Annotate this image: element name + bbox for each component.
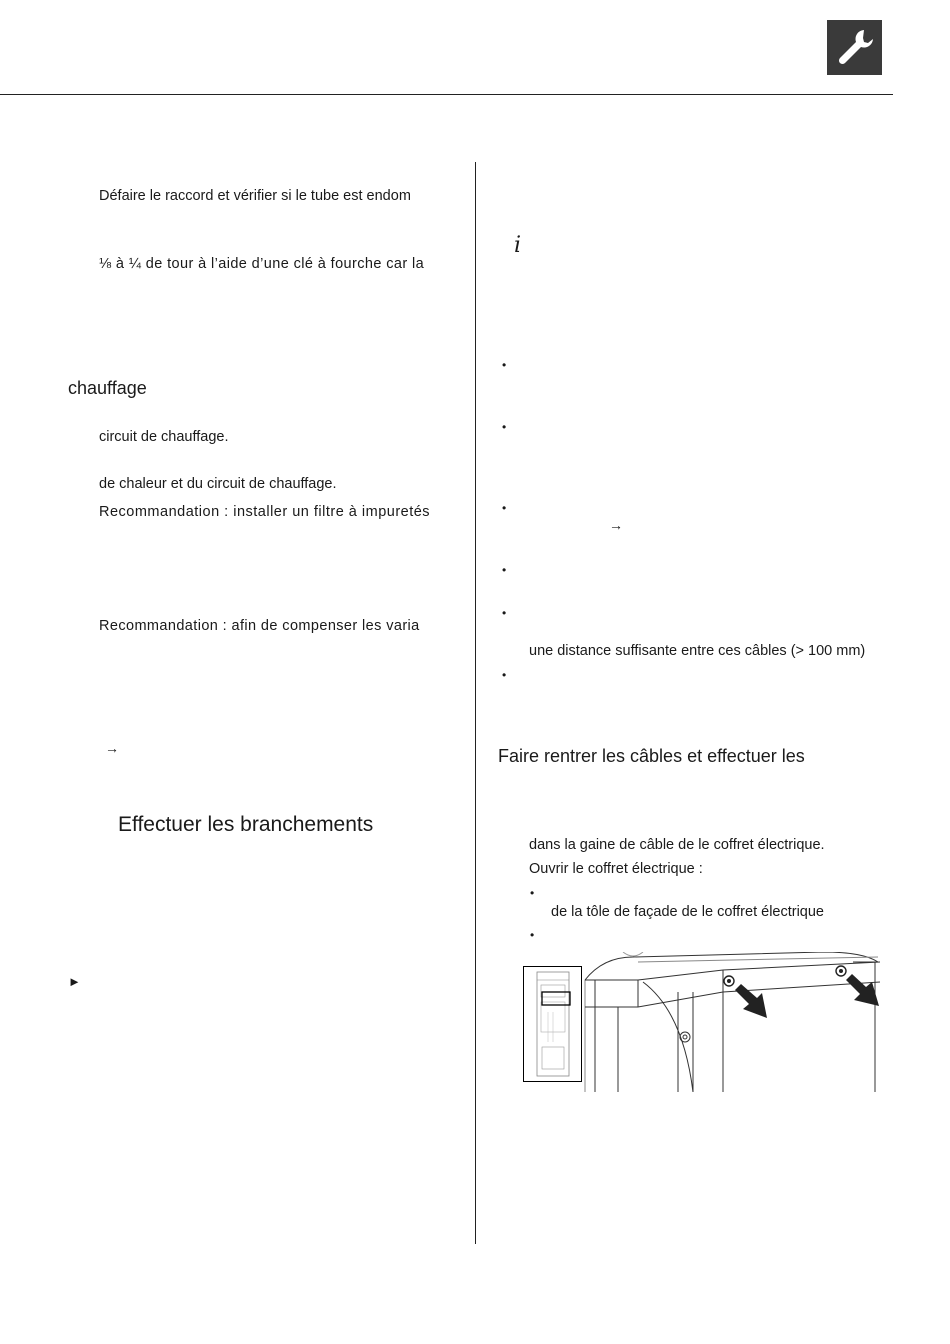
bullet: • (530, 928, 535, 942)
wrench-icon (827, 20, 882, 75)
header-rule (0, 94, 893, 95)
section-heading: Faire rentrer les câbles et effectuer les (498, 746, 805, 766)
bullet: • (530, 886, 535, 900)
paragraph: Ouvrir le coffret électrique : (529, 861, 703, 877)
paragraph: Recommandation : installer un filtre à impuretés (99, 504, 431, 520)
bullet: • (502, 668, 507, 682)
paragraph: ⅛ à ¼ de tour à l’aide d’une clé à fourche car la (99, 256, 425, 272)
electrical-box-illustration (523, 952, 880, 1092)
paragraph: Recommandation : afin de compenser les varia (99, 618, 420, 634)
arrow-icon: → (105, 740, 119, 756)
bullet: • (502, 420, 507, 434)
arrow-icon (735, 974, 879, 1018)
triangle-bullet-icon: ► (68, 974, 81, 989)
bullet: • (502, 563, 507, 577)
paragraph: circuit de chauffage. (99, 429, 229, 445)
bullet: • (502, 606, 507, 620)
info-icon: i (514, 233, 522, 258)
section-heading: chauffage (68, 378, 147, 398)
paragraph: Défaire le raccord et vérifier si le tube est endom (99, 188, 411, 204)
paragraph: de la tôle de façade de le coffret électrique (551, 904, 825, 920)
paragraph: une distance suffisante entre ces câbles (> 100 mm) (529, 643, 866, 659)
inset-overview-diagram (524, 967, 582, 1082)
bullet: • (502, 358, 507, 372)
bullet: • (502, 501, 507, 515)
column-divider (475, 162, 476, 1244)
paragraph: de chaleur et du circuit de chauffage. (99, 476, 337, 492)
paragraph: dans la gaine de câble de le coffret électrique. (529, 837, 825, 853)
section-heading: Effectuer les branchements (118, 813, 374, 836)
arrow-icon: → (609, 517, 623, 533)
